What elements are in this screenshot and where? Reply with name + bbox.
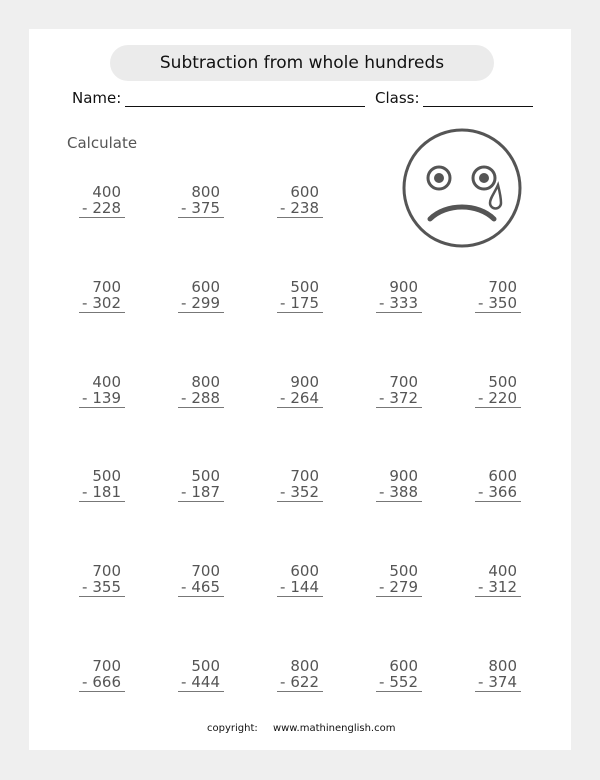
- minuend: 700: [389, 373, 418, 391]
- subtraction-problem: [277, 658, 323, 692]
- subtrahend-line: [277, 674, 323, 692]
- subtraction-problem: [79, 563, 125, 597]
- minus-sign: -: [379, 389, 385, 407]
- minuend: 900: [290, 373, 319, 391]
- subtrahend: 144: [290, 578, 319, 596]
- minuend: 700: [92, 278, 121, 296]
- subtrahend-line: [277, 579, 323, 597]
- minus-sign: -: [280, 673, 286, 691]
- minus-sign: -: [181, 483, 187, 501]
- minus-sign: -: [181, 673, 187, 691]
- minuend: 600: [290, 562, 319, 580]
- copyright: [207, 723, 407, 734]
- subtraction-problem: [178, 184, 224, 218]
- subtrahend: 372: [389, 389, 418, 407]
- minuend: 500: [191, 657, 220, 675]
- minuend: 700: [290, 467, 319, 485]
- minuend: 500: [191, 467, 220, 485]
- name-line[interactable]: [125, 106, 365, 107]
- minuend: 800: [488, 657, 517, 675]
- minus-sign: -: [280, 578, 286, 596]
- minus-sign: -: [379, 578, 385, 596]
- subtrahend-line: [79, 390, 125, 408]
- subtrahend-line: [475, 674, 521, 692]
- minus-sign: -: [379, 673, 385, 691]
- subtrahend-line: [178, 295, 224, 313]
- subtrahend-line: [475, 295, 521, 313]
- subtraction-problem: [178, 279, 224, 313]
- subtrahend: 622: [290, 673, 319, 691]
- minus-sign: -: [82, 673, 88, 691]
- subtraction-problem: [277, 468, 323, 502]
- subtraction-problem: [475, 468, 521, 502]
- subtrahend-line: [79, 484, 125, 502]
- subtrahend: 175: [290, 294, 319, 312]
- subtrahend-line: [79, 579, 125, 597]
- subtrahend: 350: [488, 294, 517, 312]
- subtrahend: 366: [488, 483, 517, 501]
- minus-sign: -: [478, 389, 484, 407]
- subtrahend: 220: [488, 389, 517, 407]
- minuend: 400: [92, 183, 121, 201]
- minus-sign: -: [181, 578, 187, 596]
- minuend: 400: [488, 562, 517, 580]
- subtraction-problem: [79, 184, 125, 218]
- minuend: 500: [488, 373, 517, 391]
- subtraction-problem: [79, 658, 125, 692]
- subtrahend: 238: [290, 199, 319, 217]
- subtrahend-line: [475, 390, 521, 408]
- subtrahend-line: [376, 295, 422, 313]
- name-label: Name:: [72, 89, 122, 107]
- subtrahend-line: [178, 579, 224, 597]
- subtrahend: 352: [290, 483, 319, 501]
- minus-sign: -: [181, 199, 187, 217]
- minuend: 600: [191, 278, 220, 296]
- subtrahend: 375: [191, 199, 220, 217]
- subtrahend: 552: [389, 673, 418, 691]
- subtrahend: 299: [191, 294, 220, 312]
- minus-sign: -: [82, 483, 88, 501]
- minus-sign: -: [379, 483, 385, 501]
- subtrahend-line: [79, 200, 125, 218]
- minus-sign: -: [478, 294, 484, 312]
- minuend: 900: [389, 467, 418, 485]
- subtraction-problem: [79, 279, 125, 313]
- minuend: 500: [389, 562, 418, 580]
- subtrahend: 465: [191, 578, 220, 596]
- subtraction-problem: [178, 374, 224, 408]
- subtrahend-line: [475, 484, 521, 502]
- minus-sign: -: [181, 389, 187, 407]
- minuend: 700: [92, 657, 121, 675]
- minus-sign: -: [82, 389, 88, 407]
- subtraction-problem: [79, 374, 125, 408]
- subtrahend-line: [475, 579, 521, 597]
- subtrahend: 228: [92, 199, 121, 217]
- subtraction-problem: [475, 279, 521, 313]
- subtrahend: 333: [389, 294, 418, 312]
- minus-sign: -: [82, 294, 88, 312]
- subtraction-problem: [79, 468, 125, 502]
- subtraction-problem: [178, 468, 224, 502]
- minus-sign: -: [82, 199, 88, 217]
- minus-sign: -: [379, 294, 385, 312]
- subtrahend: 264: [290, 389, 319, 407]
- worksheet: [29, 29, 571, 750]
- minuend: 600: [389, 657, 418, 675]
- minuend: 800: [191, 183, 220, 201]
- subtrahend-line: [376, 484, 422, 502]
- subtrahend: 181: [92, 483, 121, 501]
- minuend: 900: [389, 278, 418, 296]
- worksheet-title: Subtraction from whole hundreds: [110, 45, 494, 81]
- minus-sign: -: [478, 483, 484, 501]
- copyright-site: www.mathinenglish.com: [272, 723, 396, 734]
- subtrahend-line: [376, 579, 422, 597]
- subtrahend: 139: [92, 389, 121, 407]
- subtrahend-line: [277, 200, 323, 218]
- sad-crying-face-icon: [401, 127, 523, 249]
- subtrahend-line: [79, 295, 125, 313]
- subtraction-problem: [376, 279, 422, 313]
- subtraction-problem: [376, 563, 422, 597]
- subtrahend-line: [178, 484, 224, 502]
- subtraction-problem: [475, 563, 521, 597]
- subtraction-problem: [475, 374, 521, 408]
- subtrahend: 355: [92, 578, 121, 596]
- subtrahend: 302: [92, 294, 121, 312]
- instruction: Calculate: [67, 134, 138, 152]
- subtrahend: 312: [488, 578, 517, 596]
- subtrahend-line: [79, 674, 125, 692]
- subtrahend: 374: [488, 673, 517, 691]
- minuend: 800: [290, 657, 319, 675]
- class-line[interactable]: [423, 106, 533, 107]
- minus-sign: -: [280, 199, 286, 217]
- subtraction-problem: [178, 658, 224, 692]
- subtraction-problem: [475, 658, 521, 692]
- subtrahend-line: [277, 484, 323, 502]
- subtraction-problem: [277, 279, 323, 313]
- subtrahend: 279: [389, 578, 418, 596]
- subtrahend: 187: [191, 483, 220, 501]
- minus-sign: -: [478, 673, 484, 691]
- subtrahend: 444: [191, 673, 220, 691]
- subtrahend-line: [376, 390, 422, 408]
- subtraction-problem: [376, 374, 422, 408]
- subtrahend-line: [178, 200, 224, 218]
- subtrahend: 388: [389, 483, 418, 501]
- minuend: 600: [290, 183, 319, 201]
- subtrahend-line: [277, 390, 323, 408]
- copyright-label: copyright:: [207, 723, 258, 734]
- class-label: Class:: [375, 89, 420, 107]
- minus-sign: -: [280, 389, 286, 407]
- minuend: 700: [488, 278, 517, 296]
- subtraction-problem: [277, 563, 323, 597]
- subtraction-problem: [178, 563, 224, 597]
- subtraction-problem: [376, 658, 422, 692]
- subtrahend-line: [178, 390, 224, 408]
- subtrahend-line: [178, 674, 224, 692]
- minus-sign: -: [181, 294, 187, 312]
- subtrahend: 288: [191, 389, 220, 407]
- subtraction-problem: [376, 468, 422, 502]
- subtrahend-line: [277, 295, 323, 313]
- minuend: 800: [191, 373, 220, 391]
- minuend: 400: [92, 373, 121, 391]
- minuend: 500: [92, 467, 121, 485]
- minuend: 700: [191, 562, 220, 580]
- subtraction-problem: [277, 184, 323, 218]
- minus-sign: -: [280, 294, 286, 312]
- minus-sign: -: [280, 483, 286, 501]
- minuend: 500: [290, 278, 319, 296]
- subtrahend: 666: [92, 673, 121, 691]
- minus-sign: -: [82, 578, 88, 596]
- minus-sign: -: [478, 578, 484, 596]
- subtrahend-line: [376, 674, 422, 692]
- minuend: 700: [92, 562, 121, 580]
- minuend: 600: [488, 467, 517, 485]
- subtraction-problem: [277, 374, 323, 408]
